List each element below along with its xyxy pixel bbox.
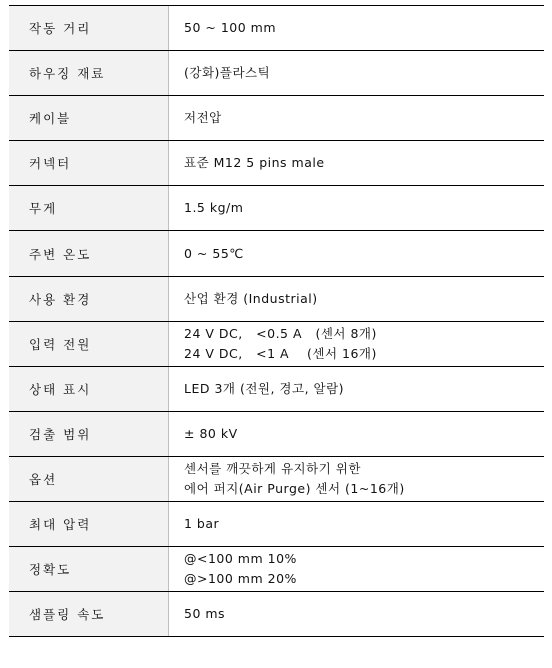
spec-label: 샘플링 속도 bbox=[9, 592, 169, 636]
spec-value-line: @<100 mm 10% bbox=[184, 551, 297, 567]
spec-value-line: 50 ms bbox=[184, 606, 226, 622]
table-row bbox=[9, 502, 544, 547]
spec-value bbox=[169, 412, 544, 456]
table-row bbox=[9, 141, 544, 186]
spec-label: 커넥터 bbox=[9, 141, 169, 185]
spec-value bbox=[169, 96, 544, 140]
spec-value-line: 1.5 kg/m bbox=[184, 200, 244, 216]
spec-value-line: 24 V DC, <1 A (센서 16개) bbox=[184, 345, 377, 361]
spec-label: 검출 범위 bbox=[9, 412, 169, 456]
spec-value bbox=[169, 592, 544, 636]
table-row bbox=[9, 592, 544, 637]
spec-value bbox=[169, 186, 544, 230]
spec-value-line: 센서를 깨끗하게 유지하기 위한 bbox=[184, 460, 361, 476]
table-row bbox=[9, 457, 544, 502]
table-row bbox=[9, 412, 544, 457]
spec-value-line: 저전압 bbox=[184, 110, 222, 126]
table-row bbox=[9, 322, 544, 367]
spec-value-line: @>100 mm 20% bbox=[184, 571, 297, 587]
spec-value-line: (강화)플라스틱 bbox=[184, 65, 271, 81]
table-row bbox=[9, 231, 544, 276]
spec-value-line: 24 V DC, <0.5 A (센서 8개) bbox=[184, 325, 377, 341]
table-row bbox=[9, 547, 544, 592]
spec-value bbox=[169, 51, 544, 95]
spec-label: 상태 표시 bbox=[9, 367, 169, 411]
spec-label: 사용 환경 bbox=[9, 277, 169, 321]
table-row bbox=[9, 6, 544, 51]
spec-value bbox=[169, 457, 544, 501]
spec-table bbox=[9, 5, 544, 637]
spec-value bbox=[169, 547, 544, 591]
spec-label: 무게 bbox=[9, 186, 169, 230]
spec-value bbox=[169, 277, 544, 321]
spec-value-line: LED 3개 (전원, 경고, 알람) bbox=[184, 380, 345, 396]
spec-value-line: 산업 환경 (Industrial) bbox=[184, 290, 318, 306]
spec-value-line: 50 ~ 100 mm bbox=[184, 20, 277, 36]
spec-value bbox=[169, 502, 544, 546]
spec-label: 케이블 bbox=[9, 96, 169, 140]
spec-value bbox=[169, 231, 544, 275]
table-row bbox=[9, 96, 544, 141]
spec-value-line: 에어 퍼지(Air Purge) 센서 (1~16개) bbox=[184, 480, 405, 496]
spec-value bbox=[169, 6, 544, 50]
spec-value-line: 0 ~ 55℃ bbox=[184, 245, 244, 261]
spec-value bbox=[169, 141, 544, 185]
table-row bbox=[9, 367, 544, 412]
table-row bbox=[9, 277, 544, 322]
spec-label: 최대 압력 bbox=[9, 502, 169, 546]
table-row bbox=[9, 51, 544, 96]
spec-label: 주변 온도 bbox=[9, 231, 169, 275]
spec-label: 정확도 bbox=[9, 547, 169, 591]
spec-value-line: ± 80 kV bbox=[184, 425, 238, 441]
spec-label: 작동 거리 bbox=[9, 6, 169, 50]
spec-label: 하우징 재료 bbox=[9, 51, 169, 95]
spec-value bbox=[169, 322, 544, 366]
spec-label: 입력 전원 bbox=[9, 322, 169, 366]
spec-value-line: 1 bar bbox=[184, 516, 220, 532]
table-row bbox=[9, 186, 544, 231]
spec-value-line: 표준 M12 5 pins male bbox=[184, 155, 325, 171]
spec-value bbox=[169, 367, 544, 411]
spec-label: 옵션 bbox=[9, 457, 169, 501]
